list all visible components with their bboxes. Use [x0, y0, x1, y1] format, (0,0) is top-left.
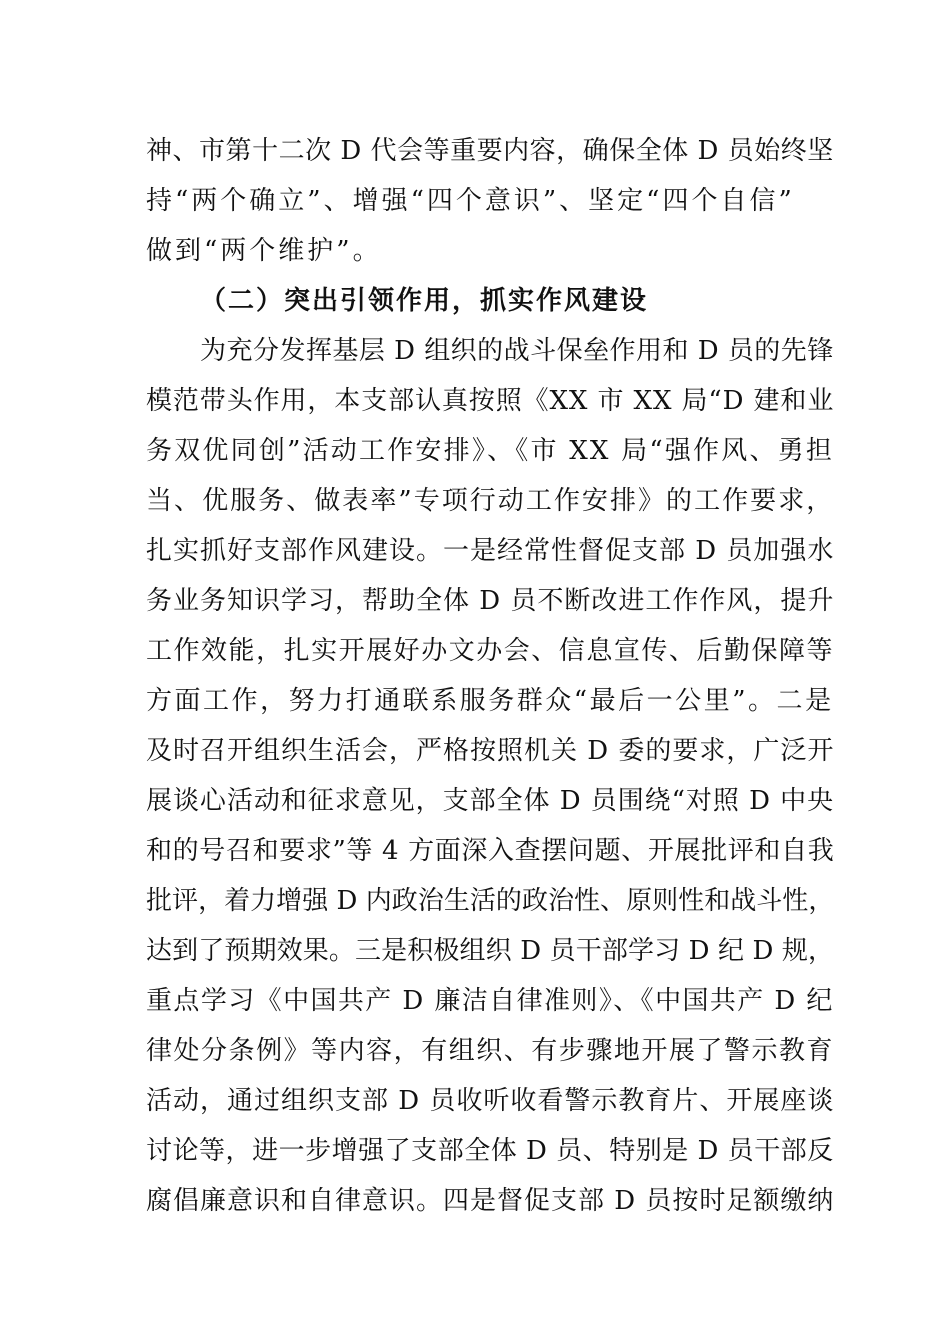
paragraph-line: 达到了预期效果。三是积极组织 D 员干部学习 D 纪 D 规，: [146, 936, 835, 966]
paragraph-line: 展谈心活动和征求意见，支部全体 D 员围绕“对照 D 中央: [146, 786, 835, 816]
paragraph-line: 扎实抓好支部作风建设。一是经常性督促支部 D 员加强水: [146, 536, 835, 566]
paragraph-line: 持“两个确立”、增强“四个意识”、坚定“四个自信”: [146, 186, 795, 216]
paragraph-line: 务业务知识学习，帮助全体 D 员不断改进工作作风，提升: [146, 586, 835, 616]
paragraph-line: 神、市第十二次 D 代会等重要内容，确保全体 D 员始终坚: [146, 136, 834, 166]
paragraph-line: 讨论等，进一步增强了支部全体 D 员、特别是 D 员干部反: [146, 1136, 834, 1166]
paragraph-line: 工作效能，扎实开展好办文办会、信息宣传、后勤保障等: [146, 636, 835, 666]
paragraph-line: 及时召开组织生活会，严格按照机关 D 委的要求，广泛开: [146, 736, 835, 766]
paragraph-line: 为充分发挥基层 D 组织的战斗保垒作用和 D 员的先锋: [200, 336, 834, 366]
paragraph-line: 批评，着力增强 D 内政治生活的政治性、原则性和战斗性，: [146, 886, 835, 916]
paragraph-line: 当、优服务、做表率”专项行动工作安排》的工作要求，: [146, 486, 835, 516]
paragraph-line: 方面工作，努力打通联系服务群众“最后一公里”。二是: [146, 686, 834, 716]
paragraph-line: 做到“两个维护”。: [146, 236, 382, 266]
document-body: [146, 126, 835, 1226]
paragraph-line: 和的号召和要求”等 4 方面深入查摆问题、开展批评和自我: [146, 836, 835, 866]
section-heading: （二）突出引领作用，抓实作风建设: [200, 286, 649, 316]
paragraph-line: 模范带头作用，本支部认真按照《XX 市 XX 局“D 建和业: [146, 386, 835, 416]
paragraph-line: 重点学习《中国共产 D 廉洁自律准则》、《中国共产 D 纪: [146, 986, 834, 1016]
paragraph-line: 律处分条例》等内容，有组织、有步骤地开展了警示教育: [146, 1036, 835, 1066]
paragraph-line: 腐倡廉意识和自律意识。四是督促支部 D 员按时足额缴纳: [146, 1186, 835, 1216]
paragraph-line: 务双优同创”活动工作安排》、《市 XX 局“强作风、勇担: [146, 436, 835, 466]
paragraph-line: 活动，通过组织支部 D 员收听收看警示教育片、开展座谈: [146, 1086, 835, 1116]
